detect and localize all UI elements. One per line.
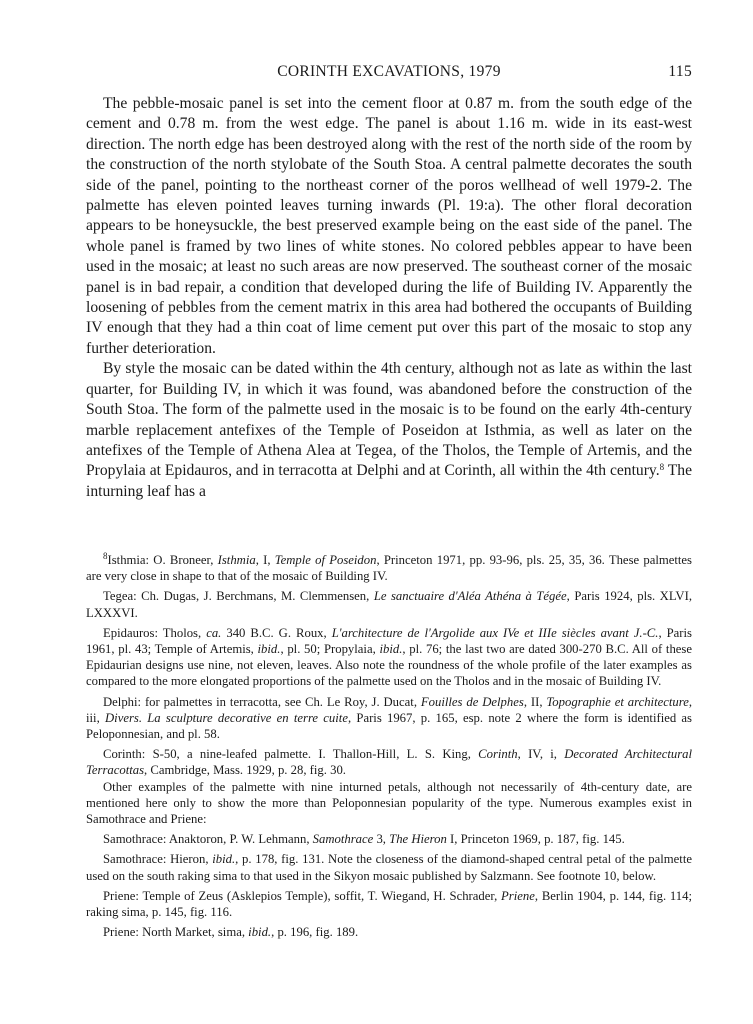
footnote-text: , pl. 50; Propylaia, <box>280 642 380 657</box>
footnote-text: I, Princeton 1969, p. 187, fig. 145. <box>446 832 625 847</box>
footnote-text: 340 B.C. G. Roux, <box>221 625 332 640</box>
running-head-title: CORINTH EXCAVATIONS, 1979 <box>277 63 501 80</box>
paragraph-mosaic-dating <box>86 359 692 502</box>
citation-title: Samothrace <box>312 832 374 847</box>
abbreviation: ibid. <box>257 642 281 657</box>
footnote-priene-temple <box>86 888 692 920</box>
footnote-text: 3, <box>373 832 390 847</box>
citation-title: Temple of Poseidon <box>274 553 377 567</box>
citation-title: Corinth <box>478 747 518 762</box>
footnote-text: Samothrace: Hieron, <box>103 852 213 867</box>
footnote-priene-market <box>86 924 692 940</box>
footnote-text: , Paris 1924, pls. XLVI, LXXXVI. <box>86 589 692 620</box>
footnote-samothrace-hieron <box>86 851 692 883</box>
footnote-delphi <box>86 694 692 743</box>
footnote-text: , Paris 1961, pl. 43; Temple of Artemis, <box>86 625 692 657</box>
citation-title: Isthmia <box>217 553 256 567</box>
page-number: 115 <box>668 63 692 80</box>
abbreviation: ca. <box>206 625 222 640</box>
footnote-text: , I, <box>255 553 275 567</box>
running-head <box>86 63 692 85</box>
footnote-text: , pl. 76; the last two are dated 300-270 B.C. All of these Epidaurian designs use nine, not eleven, leaves. Also note the roundness of the whole profile of the later examples as compared to the more elongated proportions of the palmette used on the Tholos and in the mosaic of Building IV. <box>86 642 692 689</box>
footnote-text: , Paris 1967, p. 165, esp. note 2 where the form is identified as Peloponnesian, and pl. 58. <box>86 710 692 742</box>
main-text <box>86 94 692 502</box>
footnote-text: , p. 196, fig. 189. <box>271 925 359 940</box>
abbreviation: ibid. <box>379 642 403 657</box>
abbreviation: ibid. <box>248 925 272 940</box>
footnote-text: Tegea: Ch. Dugas, J. Berchmans, M. Clemmensen, <box>103 589 374 604</box>
footnote-text: Isthmia: O. Broneer, <box>107 553 218 567</box>
citation-title: Divers. La sculpture decorative en terre cuite <box>105 710 348 725</box>
paragraph-text-end: The inturning leaf has a <box>86 462 692 500</box>
footnote-corinth <box>86 746 692 778</box>
footnote-text: Delphi: for palmettes in terracotta, see Ch. Le Roy, J. Ducat, <box>103 694 421 709</box>
citation-title: The Hieron <box>389 832 447 847</box>
footnote-text: , Berlin 1904, p. 144, fig. 114; raking sima, p. 145, fig. 116. <box>86 888 692 920</box>
footnote-text: Epidauros: Tholos, <box>103 625 207 640</box>
footnote-text: Priene: Temple of Zeus (Asklepios Temple), soffit, T. Wiegand, H. Schrader, <box>103 888 502 903</box>
footnotes <box>86 552 692 944</box>
citation-title: Topographie et architecture <box>546 694 689 709</box>
footnote-samothrace-anaktoron <box>86 831 692 847</box>
footnote-epidauros <box>86 625 692 690</box>
footnote-text: Corinth: S-50, a nine-leafed palmette. I. Thallon-Hill, L. S. King, <box>103 747 479 762</box>
footnote-text: , iii, <box>86 694 692 725</box>
citation-title: L'architecture de l'Argolide aux IVe et IIIe siècles avant J.-C. <box>331 625 659 640</box>
footnote-reference: 8 <box>659 462 665 473</box>
abbreviation: ibid. <box>212 852 236 867</box>
footnote-text: , Cambridge, Mass. 1929, p. 28, fig. 30. <box>144 763 346 778</box>
footnote-text: Priene: North Market, sima, <box>103 925 249 940</box>
footnote-text: Samothrace: Anaktoron, P. W. Lehmann, <box>103 832 313 847</box>
footnote-text: , IV, i, <box>517 747 565 762</box>
citation-title: Priene <box>501 888 535 903</box>
footnote-text: , p. 178, fig. 131. Note the closeness of the diamond-shaped central petal of the palmette used on the south raking sima to that used in the Sikyon mosaic published by Salzmann. See footnote 10, below. <box>86 852 692 883</box>
citation-title: Decorated Architectural Terracottas <box>86 747 693 778</box>
footnote-text: , Princeton 1971, pp. 93-96, pls. 25, 35, 36. These palmettes are very close in shape to that of the mosaic of Building IV. <box>86 553 692 584</box>
footnote-isthmia <box>86 552 692 584</box>
citation-title: Le sanctuaire d'Aléa Athéna à Tégée <box>373 589 567 604</box>
footnote-marker: 8 <box>103 551 108 561</box>
footnote-text: , II, <box>523 694 547 709</box>
paragraph-text: By style the mosaic can be dated within the 4th century, although not as late as within the last quarter, for Building IV, in which it was found, was abandoned before the construction of the South Stoa. The form of the palmette used in the mosaic is to be found on the early 4th-century marble replacement antefixes of the Temple of Poseidon at Isthmia, as well as later on the antefixes of the Temple of Athena Alea at Tegea, of the Tholos, the Temple of Artemis, and the Propylaia at Epidauros, and in terracotta at Delphi and at Corinth, all within the 4th century. <box>86 360 692 480</box>
footnote-tegea <box>86 588 692 620</box>
paragraph-mosaic-panel: The pebble-mosaic panel is set into the cement floor at 0.87 m. from the south edge of the cement and 0.78 m. from the west edge. The panel is about 1.16 m. wide in its east-west direction. The north edge has been destroyed along with the rest of the north side of the room by the construction of the north stylobate of the South Stoa. A central palmette decorates the south side of the panel, pointing to the northeast corner of the poros wellhead of well 1979-2. The palmette has eleven pointed leaves turning inwards (Pl. 19:a). The other floral decoration appears to be honeysuckle, the best preserved example being on the east side of the panel. The whole panel is framed by two lines of white stones. No colored pebbles appear to have been used in the mosaic; at least no such areas are now preserved. The southeast corner of the mosaic panel is in bad repair, a condition that developed during the life of Building IV. Apparently the loosening of pebbles from the cement matrix in this area had bothered the occupants of Building IV enough that they had a thin coat of lime cement put over this part of the mosaic to stop any further deterioration. <box>86 95 692 357</box>
footnote-other-examples: Other examples of the palmette with nine inturned petals, although not necessarily of 4th-century date, are mentioned here only to show the more than Peloponnesian popularity of the type. Numerous examples exist in Samothrace and Priene: <box>86 779 692 827</box>
citation-title: Fouilles de Delphes <box>420 694 524 709</box>
